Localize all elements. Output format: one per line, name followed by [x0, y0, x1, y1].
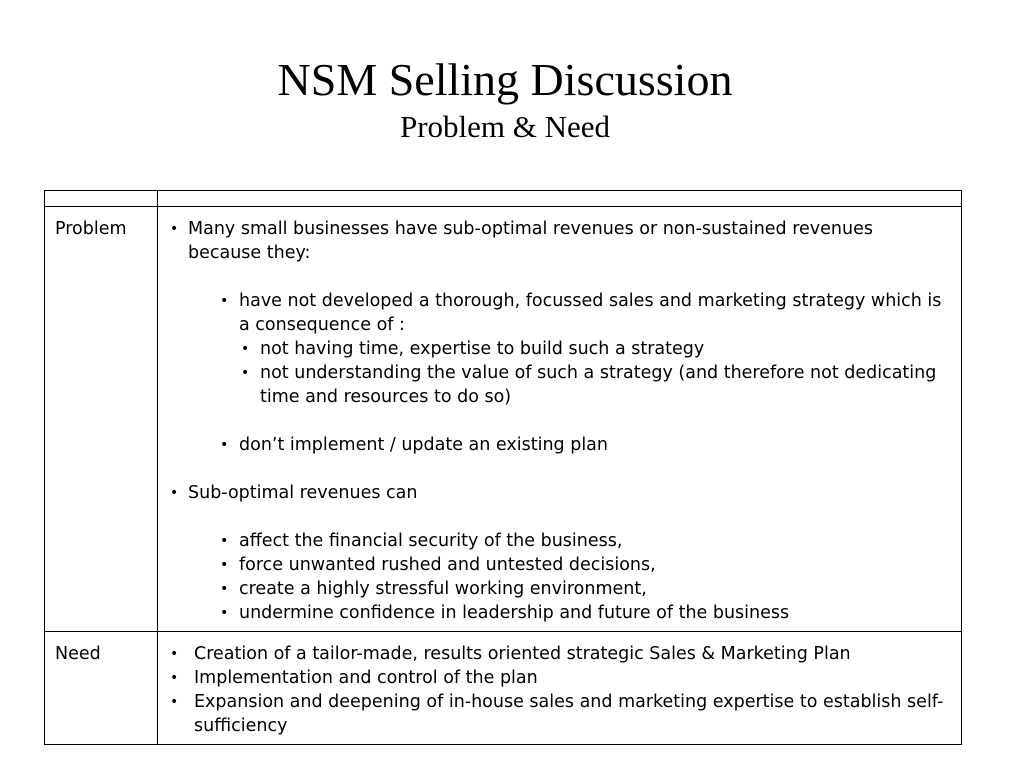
row-label-need: Need [45, 632, 158, 745]
problem-content [158, 207, 962, 632]
list-item [168, 690, 951, 738]
effect-item: affect the financial security of the business, [239, 531, 623, 551]
need-item: Expansion and deepening of in-house sales and marketing expertise to establish self-sufficiency [194, 692, 944, 736]
row-label-problem: Problem [45, 207, 158, 632]
slide-title: NSM Selling Discussion [277, 54, 733, 105]
table-row-need [45, 632, 962, 745]
cause-item: not understanding the value of such a strategy (and therefore not dedicating time and resources to do so) [260, 363, 937, 407]
cause-item: not having time, expertise to build such a strategy [260, 339, 705, 359]
header-cell-empty [45, 191, 158, 207]
reasons-list [218, 289, 951, 409]
effect-item: force unwanted rushed and untested decisions, [239, 555, 656, 575]
need-list [168, 642, 951, 738]
slide-subtitle: Problem & Need [399, 109, 611, 144]
list-item [218, 577, 951, 601]
list-item [239, 337, 951, 361]
list-item [218, 529, 951, 553]
list-item [168, 481, 951, 505]
need-item: Implementation and control of the plan [194, 668, 538, 688]
reason-main: have not developed a thorough, focussed sales and marketing strategy which is a consequence of : [239, 291, 942, 335]
reason-second: don’t implement / update an existing plan [239, 435, 608, 455]
list-item [168, 666, 951, 690]
need-item: Creation of a tailor-made, results oriented strategic Sales & Marketing Plan [194, 644, 851, 664]
effects-intro-list [168, 481, 951, 505]
effects-list [218, 529, 951, 625]
list-item [168, 217, 951, 265]
effect-item: create a highly stressful working environment, [239, 579, 647, 599]
causes-list [239, 337, 951, 409]
table-row-problem [45, 207, 962, 632]
list-item [218, 553, 951, 577]
problem-need-table [44, 190, 962, 745]
problem-intro: Many small businesses have sub-optimal revenues or non-sustained revenues because they: [188, 219, 873, 263]
list-item [168, 642, 951, 666]
list-item [218, 601, 951, 625]
list-item [218, 433, 951, 457]
effects-intro: Sub-optimal revenues can [188, 483, 418, 503]
problem-list [168, 217, 951, 265]
list-item [239, 361, 951, 409]
header-cell-empty [158, 191, 962, 207]
list-item [218, 289, 951, 409]
need-content [158, 632, 962, 745]
reasons-list-2 [218, 433, 951, 457]
effect-item: undermine confidence in leadership and future of the business [239, 603, 790, 623]
table-header-row [45, 191, 962, 207]
